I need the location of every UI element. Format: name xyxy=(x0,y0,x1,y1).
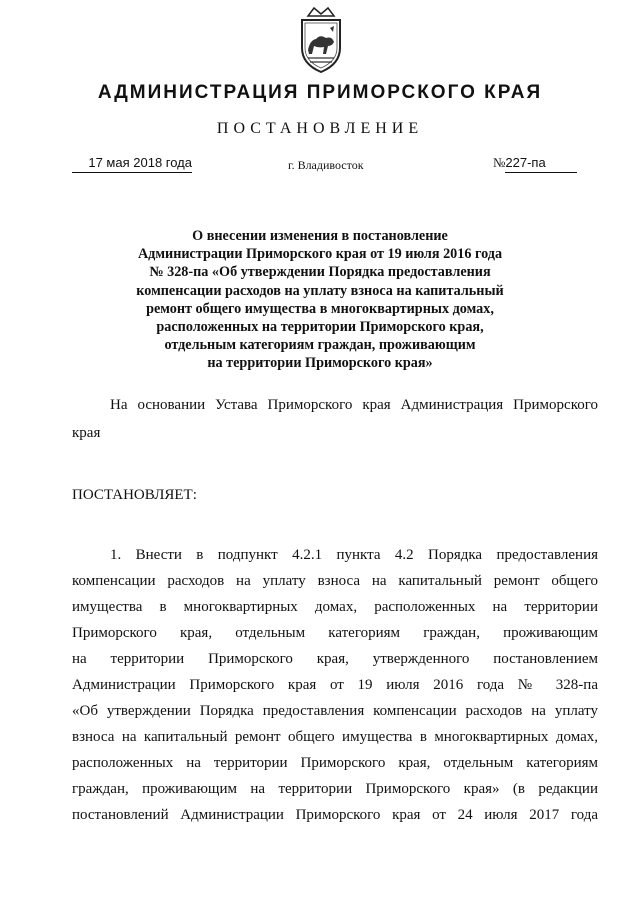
basis-paragraph-line: края xyxy=(72,425,101,441)
organization-name: АДМИНИСТРАЦИЯ ПРИМОРСКОГО КРАЯ xyxy=(97,82,543,103)
title-line: расположенных на территории Приморского края, xyxy=(156,319,484,336)
coat-of-arms-emblem xyxy=(296,6,346,76)
resolves-heading: ПОСТАНОВЛЯЕТ: xyxy=(72,487,197,503)
body-line: компенсации расходов на уплату взноса на капитальный ремонт общего xyxy=(72,573,598,589)
title-line: Администрации Приморского края от 19 июля 2016 года xyxy=(137,246,503,263)
body-line: «Об утверждении Порядка предоставления компенсации расходов на уплату xyxy=(72,703,598,719)
body-line: расположенных на территории Приморского края, отдельным категориям xyxy=(72,755,598,771)
document-date: 17 мая 2018 года xyxy=(72,154,192,173)
number-sign: № xyxy=(493,155,506,170)
document-type: ПОСТАНОВЛЕНИЕ xyxy=(216,120,424,137)
title-line: на территории Приморского края» xyxy=(207,355,433,372)
title-line: отдельным категориям граждан, проживающим xyxy=(164,337,476,354)
body-paragraph xyxy=(72,545,598,831)
body-line: постановлений Администрации Приморского края от 24 июля 2017 года xyxy=(72,807,598,823)
number-value: 227-па xyxy=(505,154,577,173)
document-city: г. Владивосток xyxy=(288,158,364,172)
title-line: ремонт общего имущества в многоквартирных домах, xyxy=(146,300,494,317)
body-line: 1. Внести в подпункт 4.2.1 пункта 4.2 Порядка предоставления xyxy=(110,547,598,563)
body-line: граждан, проживающим на территории Приморского края» (в редакции xyxy=(72,781,598,797)
title-line: компенсации расходов на уплату взноса на капитальный xyxy=(136,282,504,299)
body-line: Администрации Приморского края от 19 июля 2016 года № 328-па xyxy=(72,677,598,693)
basis-paragraph-line: На основании Устава Приморского края Администрация Приморского xyxy=(110,397,598,413)
body-line: взноса на капитальный ремонт общего имущества в многоквартирных домах, xyxy=(72,729,598,745)
body-line: Приморского края, отдельным категориям граждан, проживающим xyxy=(72,625,598,641)
document-number xyxy=(493,154,577,173)
body-line: на территории Приморского края, утвержденного постановлением xyxy=(72,651,598,667)
title-line: № 328-па «Об утверждении Порядка предоставления xyxy=(149,264,491,281)
title-line: О внесении изменения в постановление xyxy=(192,228,448,244)
document-title xyxy=(100,227,540,373)
body-line: имущества в многоквартирных домах, расположенных на территории xyxy=(72,599,598,615)
